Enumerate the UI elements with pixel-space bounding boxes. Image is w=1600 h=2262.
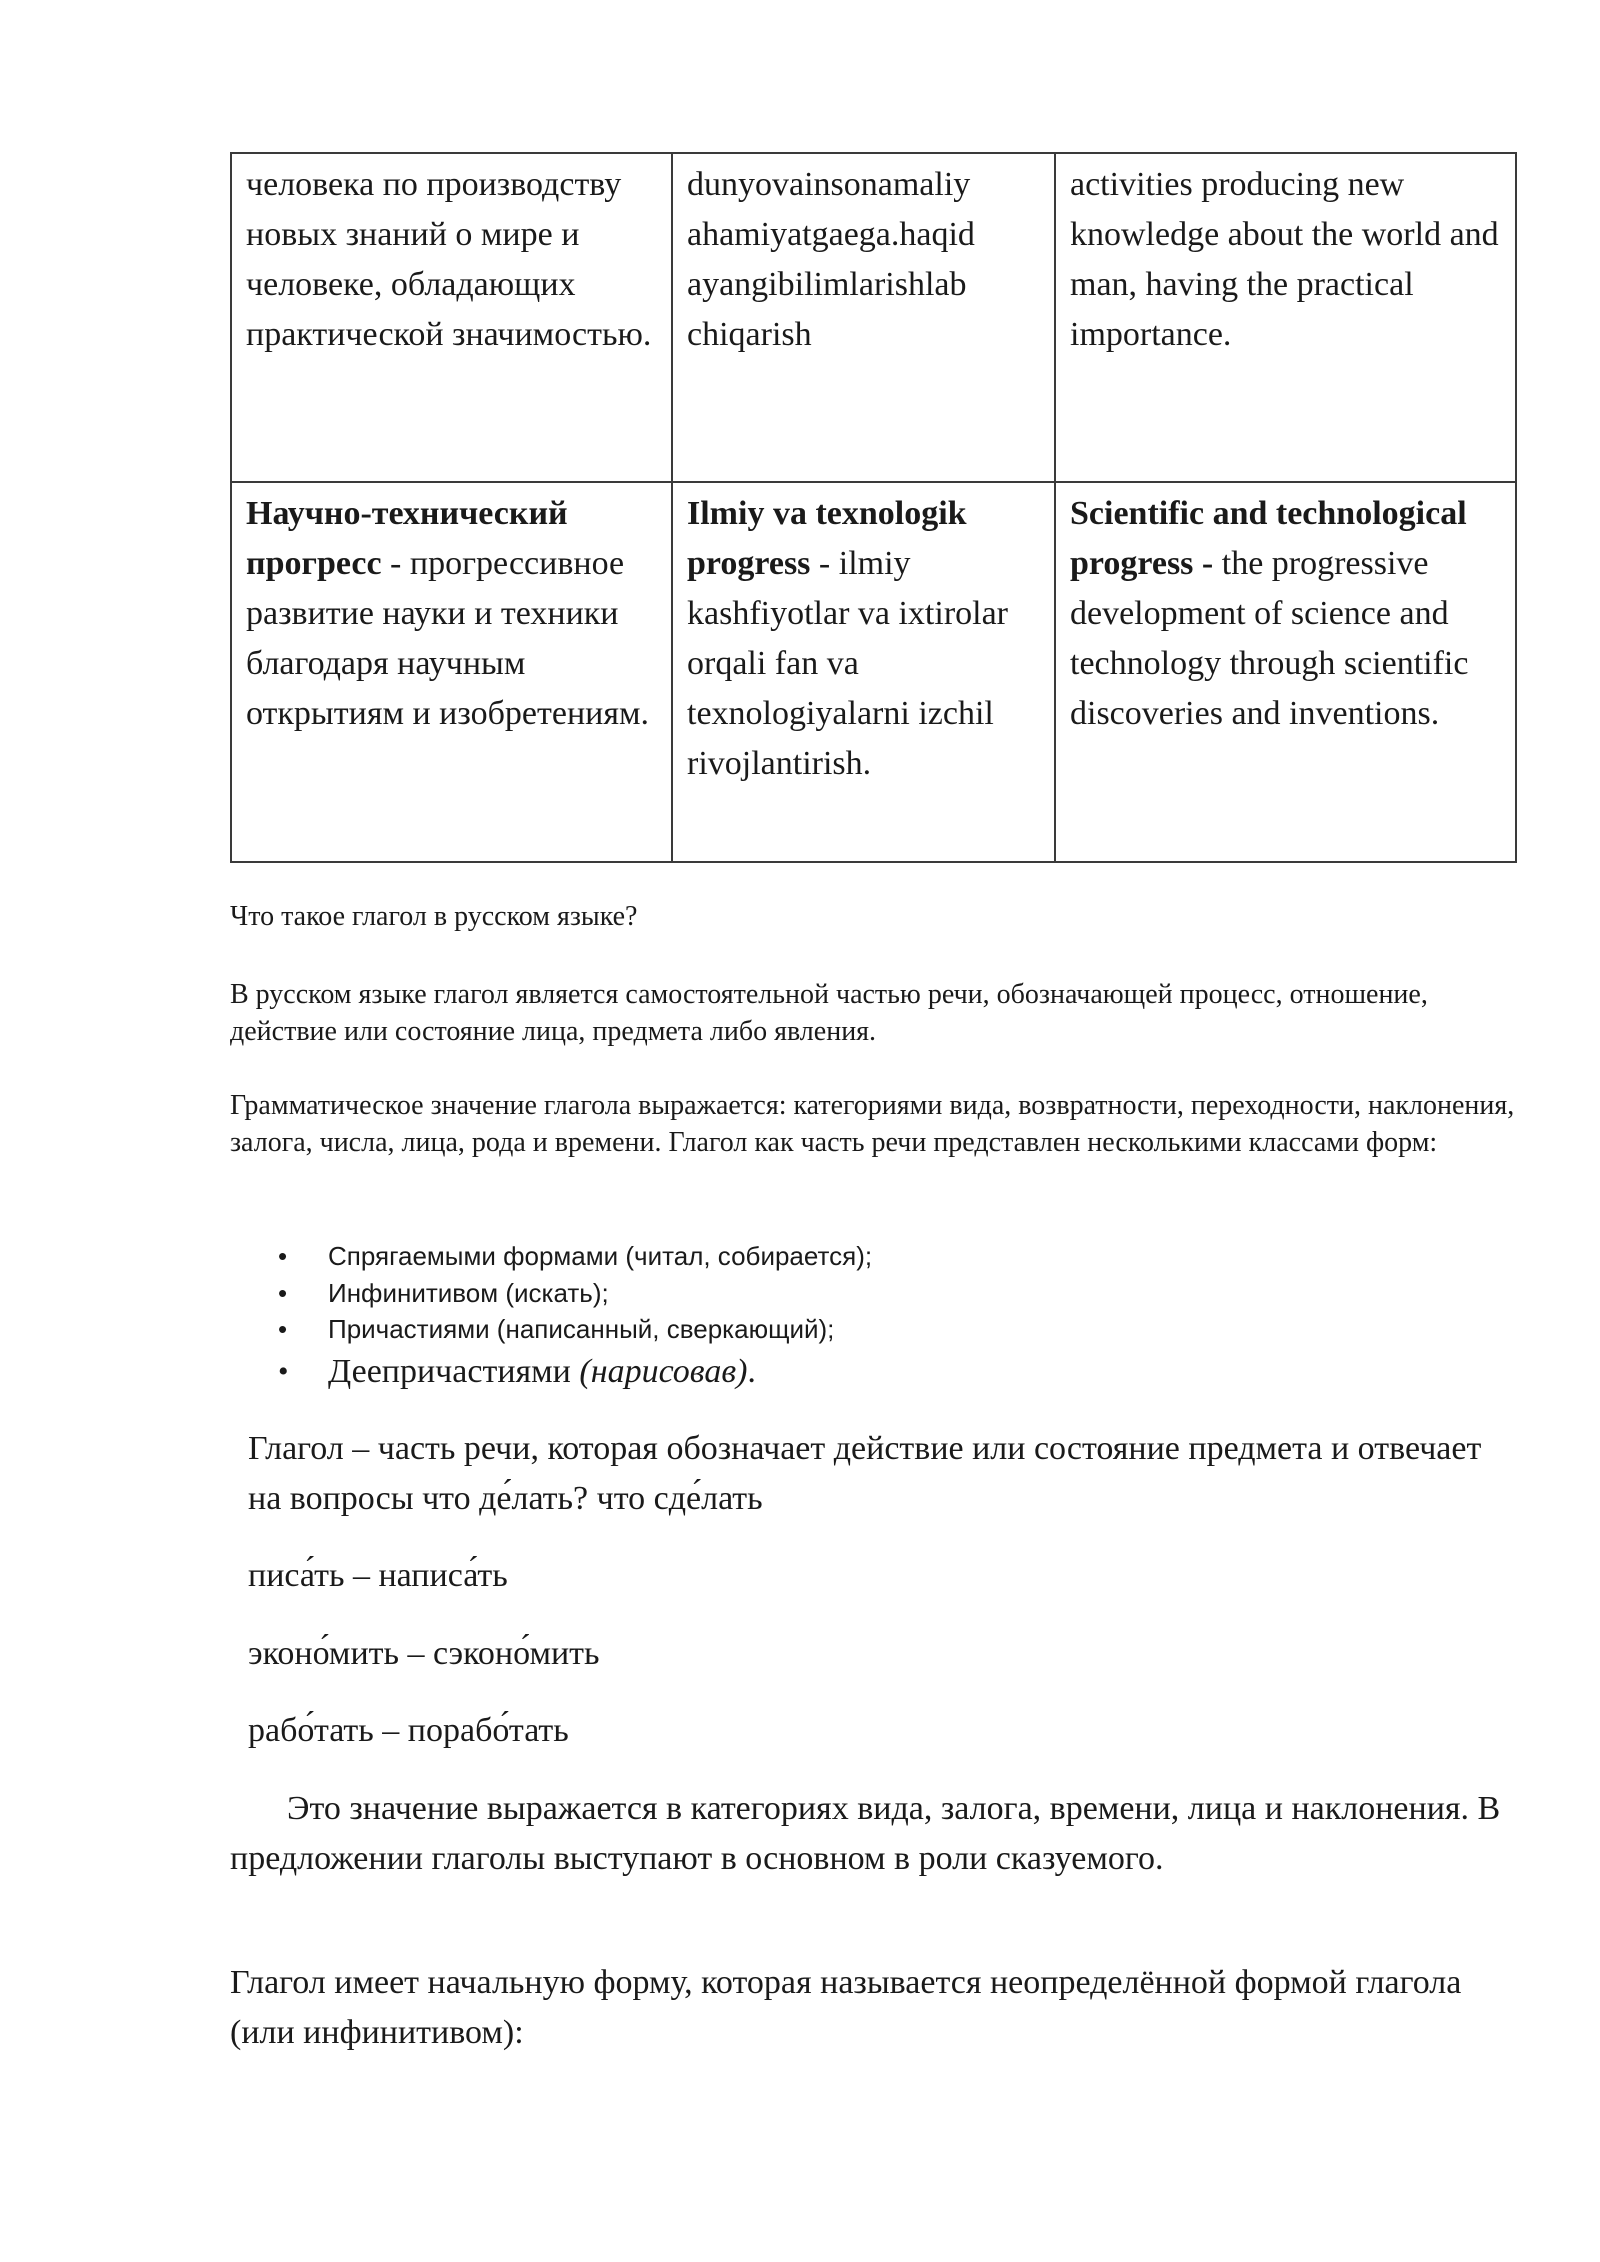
- list-item-tail: .: [747, 1352, 756, 1390]
- cell-text: the progressive development of science and technology through scientific discoveries and inventions.: [1070, 545, 1469, 732]
- term-bold: Ilmiy va texnologik progress: [687, 495, 967, 582]
- list-item: • Инфинитивом (искать);: [230, 1275, 872, 1312]
- paragraph: Грамматическое значение глагола выражается: категориями вида, возвратности, переходности, наклонения, залога, числа, лица, рода и времени. Глагол как часть речи представлен несколькими классами форм:: [230, 1090, 1515, 1158]
- cell-uzbek: [672, 482, 1055, 862]
- list-item: [230, 1348, 872, 1396]
- cell-russian: [231, 482, 672, 862]
- paragraph: В русском языке глагол является самостоятельной частью речи, обозначающей процесс, отношение, действие или состояние лица, предмета либо явления.: [230, 979, 1428, 1047]
- table-row: [231, 153, 1516, 482]
- list-item: • Причастиями (написанный, сверкающий);: [230, 1311, 872, 1348]
- question-heading: Что такое глагол в русском языке?: [230, 901, 638, 932]
- paragraph: Глагол имеет начальную форму, которая называется неопределённой формой глагола (или инфинитивом):: [230, 1964, 1462, 2051]
- term-bold: Научно-технический прогресс: [246, 495, 568, 582]
- cell-russian: [231, 153, 672, 482]
- cell-english: [1055, 153, 1516, 482]
- cell-english: [1055, 482, 1516, 862]
- cell-text: человека по производству новых знаний о мире и человеке, обладающих практической значимостью.: [246, 166, 652, 353]
- cell-text: dunyovainsonamaliy ahamiyatgaega.haqid ayangibilimlarishlab chiqarish: [687, 166, 975, 353]
- example-pair: писа́ть – написа́ть: [248, 1557, 508, 1594]
- example-pair: рабо́тать – порабо́тать: [248, 1712, 569, 1749]
- bullet-list: [230, 1238, 872, 1396]
- cell-uzbek: [672, 153, 1055, 482]
- glossary-table: [230, 152, 1517, 863]
- cell-text: - прогрессивное развитие науки и техники благодаря научным открытиям и изобретениям.: [246, 545, 649, 732]
- definition: Глагол – часть речи, которая обозначает действие или состояние предмета и отвечает на вопросы что де́лать? что сде́лать: [248, 1430, 1482, 1517]
- list-item-text: Деепричастиями: [328, 1352, 580, 1390]
- example-pair: эконо́мить – сэконо́мить: [248, 1635, 600, 1672]
- cell-text: - ilmiy kashfiyotlar va ixtirolar orqali fan va texnologiyalarni izchil rivojlantirish.: [687, 545, 1009, 782]
- list-item: • Спрягаемыми формами (читал, собирается);: [230, 1238, 872, 1275]
- table-row: [231, 482, 1516, 862]
- cell-text: activities producing new knowledge about the world and man, having the practical importance.: [1070, 166, 1499, 353]
- paragraph: Это значение выражается в категориях вида, залога, времени, лица и наклонения. В предложении глаголы выступают в основном в роли сказуемого.: [230, 1790, 1501, 1877]
- list-item-italic: (нарисовав): [579, 1352, 748, 1390]
- term-bold: Scientific and technological progress -: [1070, 495, 1467, 582]
